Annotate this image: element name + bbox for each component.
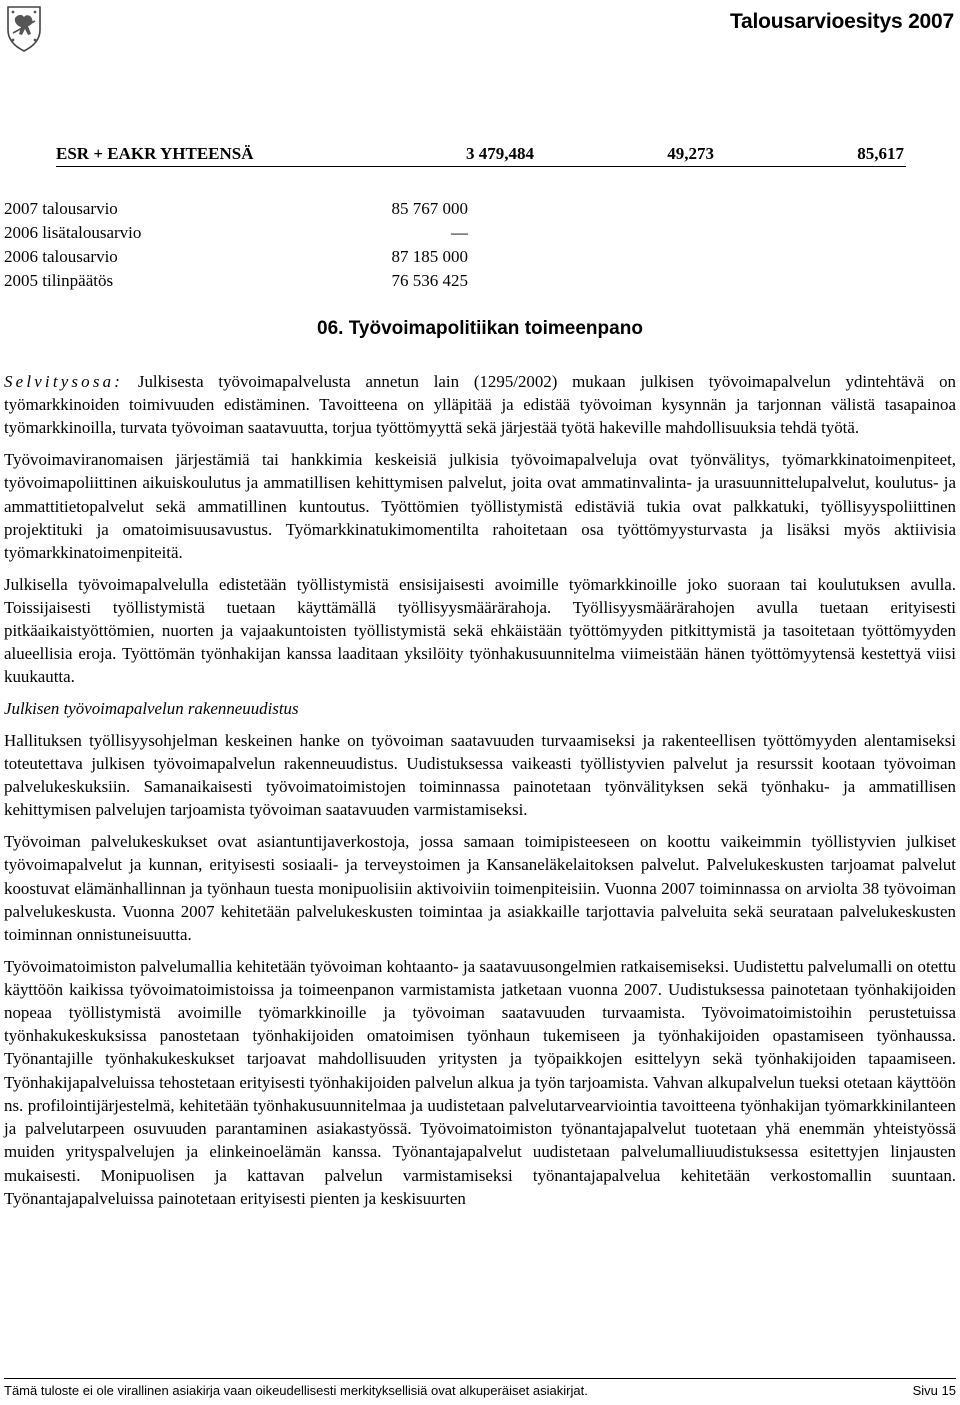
subheading: Julkisen työvoimapalvelun rakenneuudistus bbox=[4, 699, 299, 719]
budget-line-value: 85 767 000 bbox=[391, 199, 468, 218]
budget-line bbox=[4, 221, 470, 245]
total-row-value: 49,273 bbox=[667, 144, 714, 163]
budget-line-value: 87 185 000 bbox=[391, 247, 468, 266]
budget-line-value: — bbox=[451, 223, 468, 242]
paragraph: Työvoiman palvelukeskukset ovat asiantuntijaverkostoja, jossa samaan toimipisteeseen on koottu vaikeimmin työllistyvien julkiset työvoimapalvelut ja kunnan, erityisesti sosiaali- ja terveystoimen ja Kansaneläkelaitoksen palvelut. Palvelukeskusten tarjoamat palvelut koostuvat elämänhallinnan ja työnhaun tuesta monipuolisiin aktivoiviin toimenpiteisiin. Vuonna 2007 toiminnassa on arviolta 38 työvoiman palvelukeskusta. Vuonna 2007 kehitetään palvelukeskusten toimintaa ja asiakkaille tarjottavia palveluita sekä seurataan palvelukeskusten toiminnan onnistuneisuutta. bbox=[4, 832, 956, 944]
paragraph: Työvoimatoimiston palvelumallia kehitetään työvoiman kohtaanto- ja saatavuusongelmien ratkaisemiseksi. Uudistettu palvelumalli on otettu käyttöön kaikissa työvoimatoimistoissa ja toimeenpanon varmistamista jatketaan vuonna 2007. Uudistuksessa painotetaan työnhakijoiden nopeaa työllistymistä avoimille työmarkkinoille ja työvoiman saatavuuden turvaamista. Työvoimatoimistoihin perustetuissa työnhakukeskuksissa panostetaan työnhakijoiden omatoimisen työnhaun tukemiseen ja työnhakijoiden opastamiseen työnhaussa. Työnantajille työnhakukeskukset tarjoavat mahdollisuuden yritysten ja työpaikkojen esittelyyn sekä työnhakijoiden tapaamiseen. Työnhakijapalveluissa tehostetaan erityisesti työnhakijoiden palvelun alkua ja työn tarjoamista. Vahvan alkupalvelun tueksi otetaan käyttöön ns. profilointijärjestelmä, kehitetään työnhakusuunnitelmaa ja uudistetaan palvelutarvearviointia tavoitteena työnhakijan työmarkkinilanteen ja palvelutarpeen osuvuuden parantaminen asiakastyössä. Työvoimatoimiston työnantajapalvelut tuotetaan yhä enemmän yhteistyössä muiden yrityspalvelujen ja elinkeinoelämän kanssa. Työnantajapalvelut uudistetaan palvelumalliuudistuksessa esitettyjen linjausten mukaisesti. Monipuolisen ja kattavan palvelun varmistamiseksi työnantajapalvelua kehitetään verkostomallin suuntaan. Työnantajapalveluissa painotetaan erityisesti pienten ja keskisuurten bbox=[4, 956, 956, 1208]
footer-disclaimer: Tämä tuloste ei ole virallinen asiakirja vaan oikeudellisesti merkityksellisiä ovat alkuperäiset asiakirjat. bbox=[4, 1383, 588, 1398]
budget-line-label: 2006 talousarvio bbox=[4, 247, 118, 266]
budget-line-label: 2006 lisätalousarvio bbox=[4, 223, 142, 242]
budget-summary bbox=[4, 197, 470, 293]
paragraph: Työvoimaviranomaisen järjestämiä tai hankkimia keskeisiä julkisia työvoimapalveluja ovat työnvälitys, työmarkkinatoimenpiteet, työvoimapoliittinen aikuiskoulutus ja ammatillisen kehittymisen palvelut, joita ovat ammatinvalinta- ja urasuunnittelupalvelut, koulutus- ja ammattitietopalvelut sekä ammatillinen kuntoutus. Työttömien työllistymistä edistäviä tukia ovat palkkatuki, työllisyyspoliittinen projektituki ja omatoimisuusavustus. Työmarkkinatukimomentilta rahoitetaan osa työttömyysturvasta ja lisäksi myös aktiivisia työmarkkinatoimenpiteitä. bbox=[4, 450, 956, 562]
paragraph-text: Julkisesta työvoimapalvelusta annetun lain (1295/2002) mukaan julkisen työvoimapalvelun ydintehtävä on työmarkkinoiden toimivuuden edistäminen. Tavoitteena on ylläpitää ja edistää työvoiman kysynnän ja tarjonnan välistä tasapainoa työmarkkinoilla, turvata työvoiman saatavuutta, torjua työttömyyttä sekä järjestää työtä hakeville mahdollisuuksia tehdä työtä. bbox=[4, 372, 956, 438]
total-row-label: ESR + EAKR YHTEENSÄ bbox=[56, 144, 254, 163]
budget-line bbox=[4, 245, 470, 269]
page-number: Sivu 15 bbox=[912, 1383, 956, 1398]
budget-line-label: 2007 talousarvio bbox=[4, 199, 118, 218]
paragraph: Hallituksen työllisyysohjelman keskeinen hanke on työvoiman saatavuuden turvaamiseksi ja rakenteellisen työttömyyden alentamiseksi toteutettava julkisen työvoimapalvelun rakenneuudistus. Uudistuksessa vaikeasti työllistyvien palvelut ja resurssit kootaan työvoiman palvelukeskuksiin. Samanaikaisesti työvoimatoimistojen toiminnassa painotetaan työnvälityksen sekä työnhaku- ja ammatillisen kehittymisen palvelujen tarjoamista työvoiman saatavuuden varmistamiseksi. bbox=[4, 730, 956, 820]
budget-line bbox=[4, 269, 470, 293]
paragraph bbox=[4, 370, 956, 440]
document-title: Talousarvioesitys 2007 bbox=[729, 10, 954, 33]
coat-of-arms-lion-icon bbox=[4, 4, 44, 52]
body-text bbox=[4, 370, 956, 1218]
total-row bbox=[56, 144, 906, 167]
total-row-value: 85,617 bbox=[857, 144, 904, 163]
paragraph-lead: Selvitysosa: bbox=[4, 372, 124, 391]
total-row-value: 3 479,484 bbox=[466, 144, 534, 163]
budget-line-label: 2005 tilinpäätös bbox=[4, 271, 114, 290]
footer-divider bbox=[4, 1378, 956, 1379]
section-title: 06. Työvoimapolitiikan toimeenpano bbox=[317, 318, 643, 339]
budget-line-value: 76 536 425 bbox=[391, 271, 468, 290]
budget-line bbox=[4, 197, 470, 221]
footer bbox=[4, 1383, 956, 1398]
paragraph: Julkisella työvoimapalvelulla edistetään työllistymistä ensisijaisesti avoimille työmarkkinoille joko suoraan tai koulutuksen avulla. Toissijaisesti työllistymistä tuetaan käyttämällä työllisyysmäärärahoja. Työllisyysmäärärahojen avulla tuetaan erityisesti pitkäaikaistyöttömien, nuorten ja vajaakuntoisten työllistymistä sekä ehkäistään työttömyyden pitkittymistä ja tasoitetaan työttömyyden alueellisia eroja. Työttömän työnhakijan kanssa laaditaan yksilöity työnhakusuunnitelma viimeistään hänen työttömyytensä kestettyä viisi kuukautta. bbox=[4, 574, 956, 687]
